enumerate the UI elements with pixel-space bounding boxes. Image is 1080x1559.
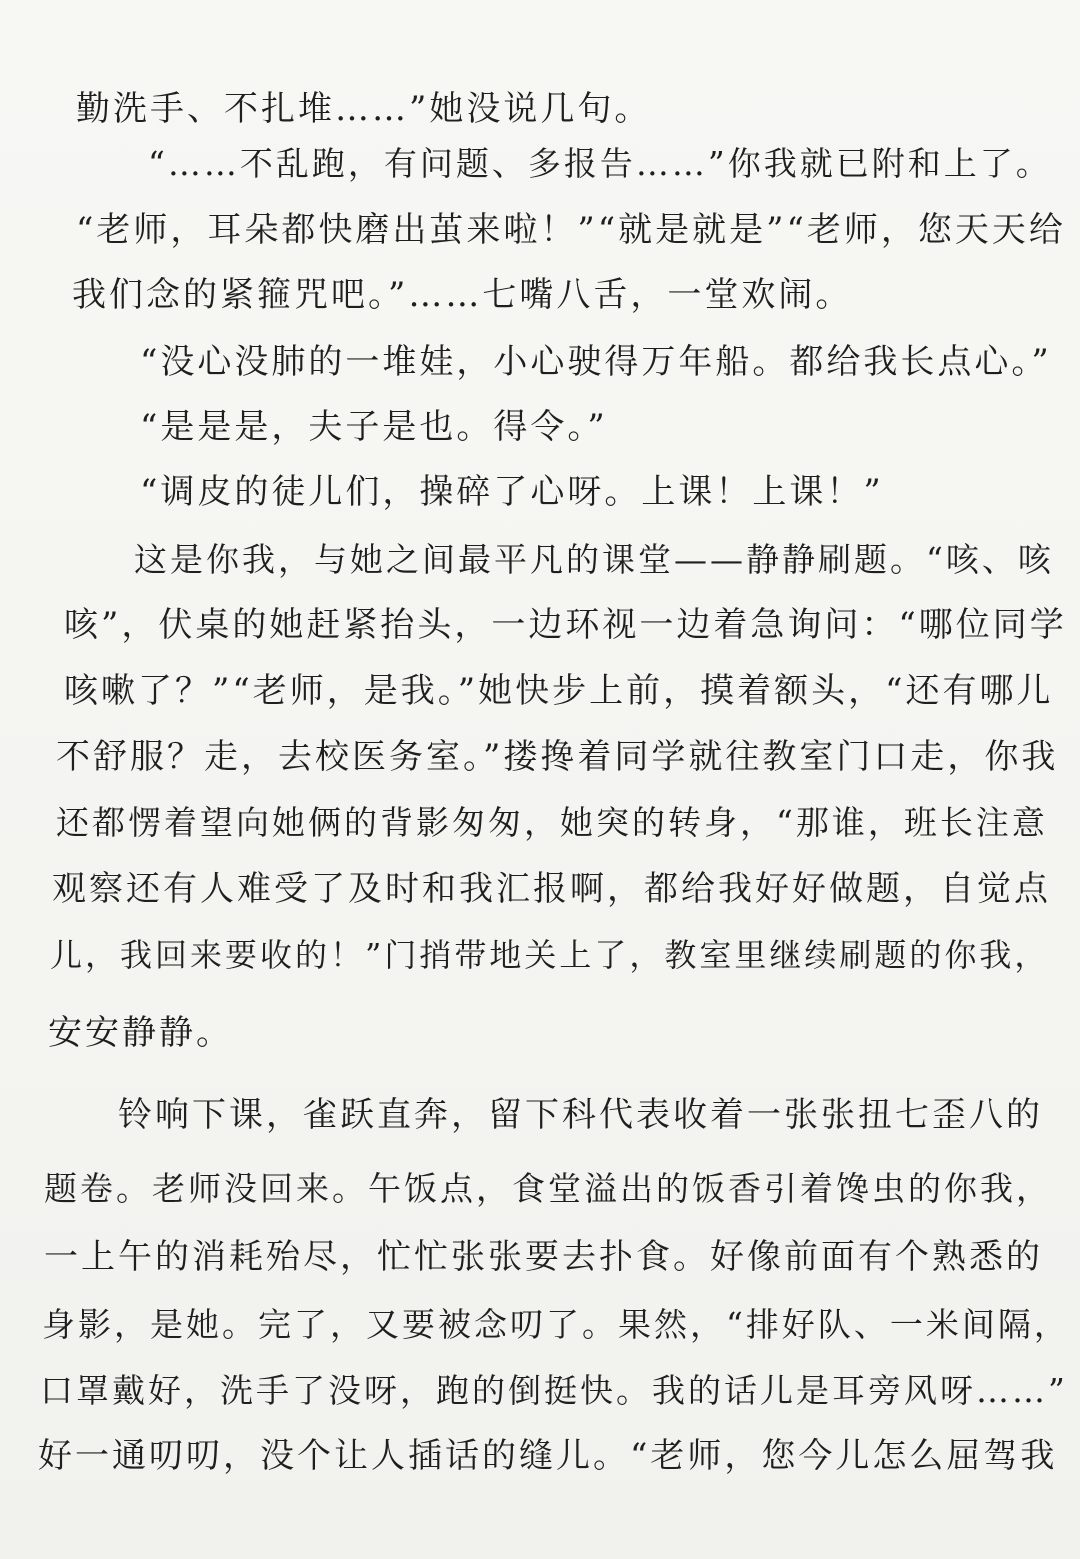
text-line-17: 题卷。老师没回来。午饭点，食堂溢出的饭香引着馋虫的你我， (44, 1169, 1052, 1208)
text-line-9: 咳”，伏桌的她赶紧抬头，一边环视一边着急询问：“哪位同学 (64, 605, 1067, 645)
text-line-7: “调皮的徒儿们，操碎了心呀。上课！上课！” (140, 472, 884, 512)
text-line-3: “老师，耳朵都快磨出茧来啦！”“就是就是”“老师，您天天给 (76, 210, 1066, 250)
text-line-11: 不舒服？走，去校医务室。”搂搀着同学就往教室门口走，你我 (56, 737, 1059, 777)
text-line-21: 好一通叨叨，没个让人插话的缝儿。“老师，您今儿怎么屈驾我 (38, 1436, 1058, 1476)
text-line-20: 口罩戴好，洗手了没呀，跑的倒挺快。我的话儿是耳旁风呀……” (40, 1371, 1068, 1410)
text-line-4: 我们念的紧箍咒吧。”……七嘴八舌，一堂欢闹。 (72, 275, 853, 315)
text-line-6: “是是是，夫子是也。得令。” (140, 407, 608, 447)
text-line-15: 安安静静。 (48, 1013, 233, 1053)
text-line-8: 这是你我，与她之间最平凡的课堂——静静刷题。“咳、咳 (134, 540, 1054, 579)
text-line-13: 观察还有人难受了及时和我汇报啊，都给我好好做题，自觉点 (52, 869, 1051, 909)
text-line-19: 身影，是她。完了，又要被念叨了。果然，“排好队、一米间隔， (42, 1305, 1070, 1344)
text-line-14: 儿，我回来要收的！”门捎带地关上了，教室里继续刷题的你我， (50, 936, 1050, 974)
text-line-1: 勤洗手、不扎堆……”她没说几句。 (76, 89, 652, 129)
text-line-10: 咳嗽了？”“老师，是我。”她快步上前，摸着额头，“还有哪儿 (64, 671, 1054, 711)
text-line-2: “……不乱跑，有问题、多报告……”你我就已附和上了。 (148, 144, 1052, 183)
text-line-12: 还都愣着望向她俩的背影匆匆，她突的转身，“那谁，班长注意 (56, 803, 1048, 842)
text-line-5: “没心没肺的一堆娃，小心驶得万年船。都给我长点心。” (140, 342, 1052, 382)
text-line-18: 一上午的消耗殆尽，忙忙张张要去扑食。好像前面有个熟悉的 (44, 1237, 1043, 1277)
text-line-16: 铃响下课，雀跃直奔，留下科代表收着一张张扭七歪八的 (118, 1095, 1043, 1135)
